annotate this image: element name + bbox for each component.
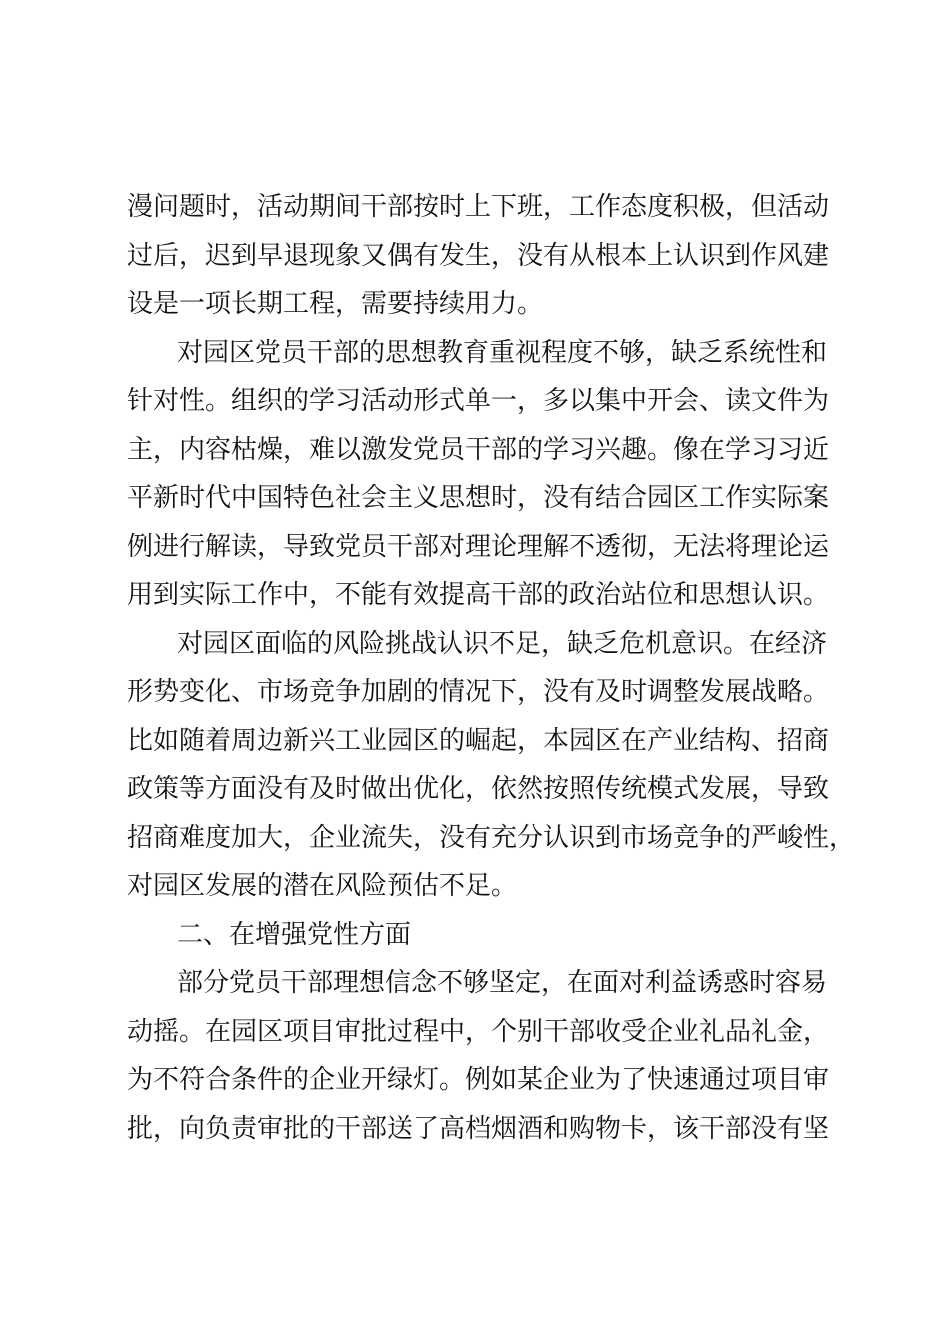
text-line: 用到实际工作中，不能有效提高干部的政治站位和思想认识。	[127, 580, 830, 610]
text-line: 批，向负责审批的干部送了高档烟酒和购物卡，该干部没有坚	[127, 1113, 830, 1144]
text-line: 平新时代中国特色社会主义思想时，没有结合园区工作实际案	[127, 483, 830, 513]
paragraph-first-line: 对园区党员干部的思想教育重视程度不够，缺乏系统性和	[177, 337, 828, 368]
paragraph-first-line: 对园区面临的风险挑战认识不足，缺乏危机意识。在经济	[177, 628, 828, 659]
text-line: 针对性。组织的学习活动形式单一，多以集中开会、读文件为	[127, 386, 830, 416]
document-body	[127, 183, 856, 1153]
text-line: 设是一项长期工程，需要持续用力。	[127, 289, 544, 319]
text-line: 政策等方面没有及时做出优化，依然按照传统模式发展，导致	[127, 774, 830, 804]
text-line: 动摇。在园区项目审批过程中，个别干部收受企业礼品礼金，	[127, 1016, 830, 1047]
paragraph-first-line: 部分党员干部理想信念不够坚定，在面对利益诱惑时容易	[177, 968, 828, 998]
text-line: 比如随着周边新兴工业园区的崛起，本园区在产业结构、招商	[127, 725, 830, 756]
section-heading: 二、在增强党性方面	[177, 919, 412, 950]
text-line: 形势变化、市场竞争加剧的情况下，没有及时调整发展战略。	[127, 677, 830, 707]
text-line: 例进行解读，导致党员干部对理论理解不透彻，无法将理论运	[127, 531, 830, 562]
text-line: 对园区发展的潜在风险预估不足。	[127, 871, 518, 901]
text-line: 招商难度加大，企业流失，没有充分认识到市场竞争的严峻性，	[127, 822, 856, 853]
text-line: 主，内容枯燥，难以激发党员干部的学习兴趣。像在学习习近	[127, 434, 830, 465]
text-line: 过后，迟到早退现象又偶有发生，没有从根本上认识到作风建	[127, 240, 830, 271]
text-line: 为不符合条件的企业开绿灯。例如某企业为了快速通过项目审	[127, 1065, 830, 1095]
text-line: 漫问题时，活动期间干部按时上下班，工作态度积极，但活动	[127, 192, 830, 222]
